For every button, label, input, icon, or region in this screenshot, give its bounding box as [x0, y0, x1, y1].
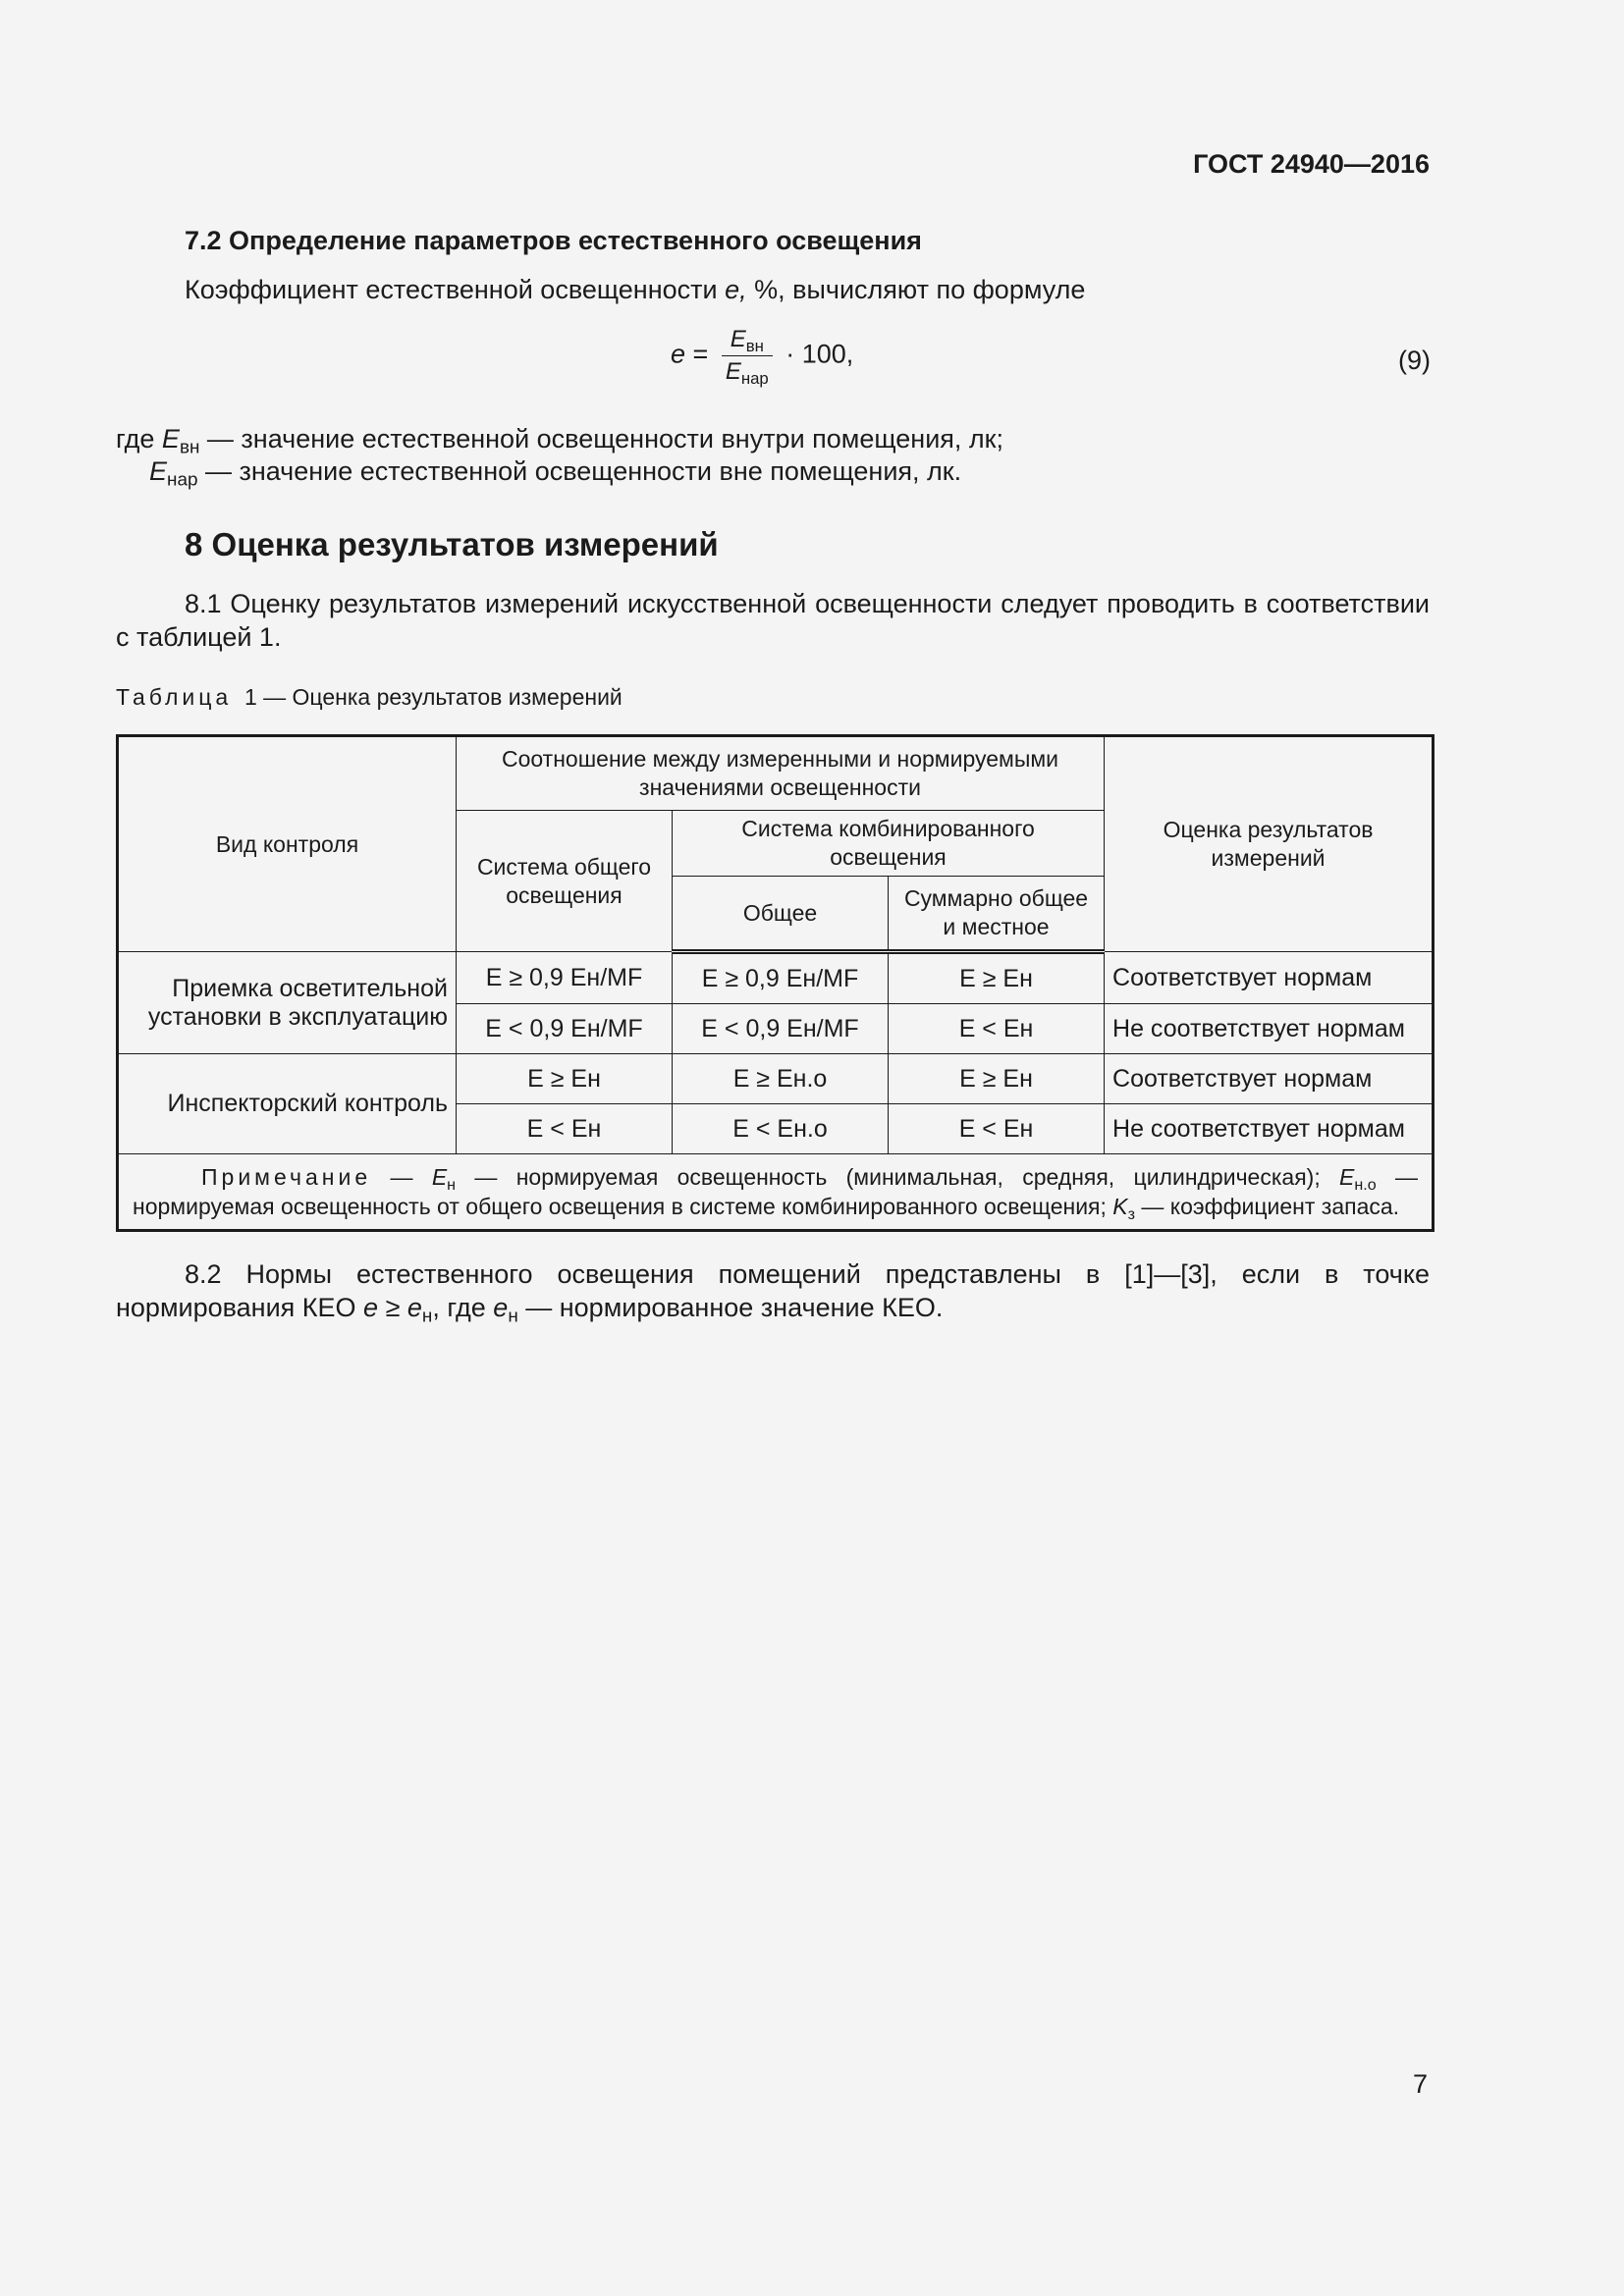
formula-9: e = $\frac{E_{вн}}{E_{нар}}$ · 100,: [671, 326, 854, 389]
cell-general-system: E < 0,9 Eн/MF: [457, 1004, 673, 1054]
table-row: [118, 1054, 1434, 1104]
cell-general: E < 0,9 Eн/MF: [673, 1004, 889, 1054]
document-code: ГОСТ 24940—2016: [1193, 149, 1430, 179]
header-general: Общее: [673, 877, 889, 952]
header-general-system: Система общего освещения: [457, 811, 673, 952]
cell-total: E ≥ Eн: [889, 952, 1105, 1004]
header-control-type: Вид контроля: [118, 736, 457, 952]
cell-general: E ≥ Eн.о: [673, 1054, 889, 1104]
group-acceptance: Приемка осветительной установки в эксплуатацию: [118, 952, 457, 1054]
header-ratio: Соотношение между измеренными и нормируемыми значениями освещенности: [457, 736, 1105, 811]
results-table: [116, 734, 1435, 1232]
cell-general-system: E < Eн: [457, 1104, 673, 1154]
cell-general-system: E ≥ 0,9 Eн/MF: [457, 952, 673, 1004]
formula-intro: Коэффициент естественной освещенности e, %, вычисляют по формуле: [185, 275, 1086, 304]
where-line-1: где $E_{вн}$ — значение естественной освещенности внутри помещения, лк;: [116, 424, 1003, 458]
cell-general-system: E ≥ Eн: [457, 1054, 673, 1104]
paragraph-8-1: 8.1 Оценку результатов измерений искусственной освещенности следует проводить в соответствии с таблицей 1.: [116, 589, 1430, 652]
header-total-local: Суммарно общее и местное: [889, 877, 1105, 952]
table-row: [118, 952, 1434, 1004]
table-note: Примечание — $E_н$ — нормируемая освещенность (минимальная, средняя, цилиндрическая); $E_{н.о}$ — нормируемая освещенность от общего освещения в системе комбинированного освещения; $K_з$ — коэффициент запаса.: [118, 1154, 1434, 1231]
header-assessment: Оценка результатов измерений: [1105, 736, 1434, 952]
cell-general: E < Eн.о: [673, 1104, 889, 1154]
paragraph-8-2: 8.2 Нормы естественного освещения помещений представлены в [1]—[3], если в точке нормирования КЕО $e \ge e_н$, где $e_н$ — нормированное значение КЕО.: [116, 1259, 1430, 1327]
table-caption: Таблица 1 — Оценка результатов измерений: [116, 684, 623, 710]
fraction: $\frac{E_{вн}}{E_{нар}}$: [722, 324, 773, 388]
cell-total: E ≥ Eн: [889, 1054, 1105, 1104]
group-inspection: Инспекторский контроль: [118, 1054, 457, 1154]
cell-result: Не соответствует нормам: [1105, 1004, 1434, 1054]
cell-total: E < Eн: [889, 1104, 1105, 1154]
page-number: 7: [1412, 2069, 1428, 2099]
cell-result: Соответствует нормам: [1105, 1054, 1434, 1104]
section-7-2-heading: 7.2 Определение параметров естественного освещения: [185, 226, 922, 255]
section-8-heading: 8 Оценка результатов измерений: [185, 526, 719, 562]
where-line-2: $E_{нар}$ — значение естественной освещенности вне помещения, лк.: [149, 456, 962, 491]
cell-general: E ≥ 0,9 Eн/MF: [673, 952, 889, 1004]
cell-result: Не соответствует нормам: [1105, 1104, 1434, 1154]
header-combined-system: Система комбинированного освещения: [673, 811, 1105, 877]
cell-total: E < Eн: [889, 1004, 1105, 1054]
equation-number: (9): [1398, 346, 1431, 375]
cell-result: Соответствует нормам: [1105, 952, 1434, 1004]
